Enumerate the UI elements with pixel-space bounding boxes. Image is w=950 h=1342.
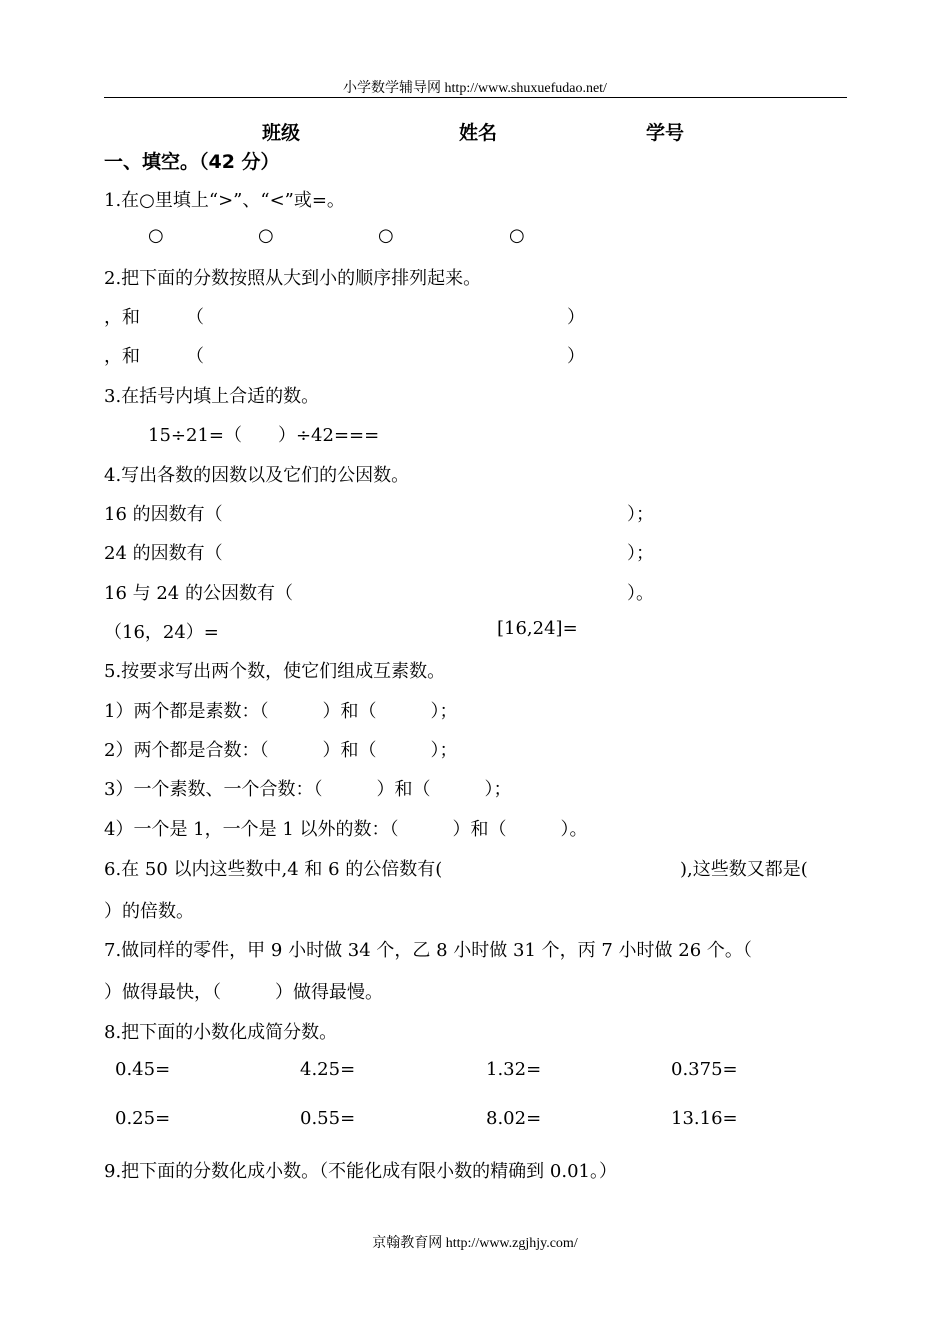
factors-24-end: ）； xyxy=(627,543,654,564)
name-label: 姓名 xyxy=(459,122,498,144)
decimal-item: 8.02= xyxy=(486,1108,542,1129)
page-header: 小学数学辅导网 http://www.shuxuefudao.net/ xyxy=(343,81,607,96)
question-6: 6.在 50 以内这些数中,4 和 6 的公倍数有( xyxy=(104,859,443,880)
question-6-continued: ),这些数又都是( xyxy=(680,859,808,880)
coprime-item: 1）两个都是素数：（ ）和（ ）； xyxy=(104,701,458,722)
coprime-item: 2）两个都是合数：（ ）和（ ）； xyxy=(104,740,458,761)
decimal-item: 13.16= xyxy=(671,1108,738,1129)
comparison-circle: ○ xyxy=(378,225,394,246)
order-row-label: ，和 xyxy=(104,307,140,328)
question-8: 8.把下面的小数化成简分数。 xyxy=(104,1022,338,1043)
header-rule xyxy=(104,97,847,98)
coprime-item: 3）一个素数、一个合数：（ ）和（ ）； xyxy=(104,779,512,800)
question-7-line-2: ）做得最快，（ ）做得最慢。 xyxy=(104,982,383,1003)
gcd-expression: （16，24）= xyxy=(104,622,219,643)
question-5: 5.按要求写出两个数，使它们组成互素数。 xyxy=(104,661,446,682)
decimal-item: 4.25= xyxy=(300,1059,356,1080)
section-title: 一、填空。（42 分） xyxy=(104,151,280,173)
decimal-item: 0.45= xyxy=(115,1059,171,1080)
question-2: 2.把下面的分数按照从大到小的顺序排列起来。 xyxy=(104,268,482,289)
answer-paren-open: （ xyxy=(186,307,204,328)
lcm-expression: [16,24]= xyxy=(497,618,578,639)
decimal-item: 1.32= xyxy=(486,1059,542,1080)
coprime-item: 4）一个是 1，一个是 1 以外的数：（ ）和（ ）。 xyxy=(104,819,588,840)
decimal-item: 0.55= xyxy=(300,1108,356,1129)
question-9: 9.把下面的分数化成小数。（不能化成有限小数的精确到 0.01。） xyxy=(104,1161,617,1182)
answer-paren-close: ） xyxy=(567,346,585,367)
comparison-circle: ○ xyxy=(509,225,525,246)
answer-paren-close: ） xyxy=(567,307,585,328)
factors-16-label: 16 的因数有（ xyxy=(104,504,223,525)
page-footer: 京翰教育网 http://www.zgjhjy.com/ xyxy=(372,1236,578,1251)
equation: 15÷21=（ ）÷42=== xyxy=(148,425,380,446)
order-row-label: ，和 xyxy=(104,346,140,367)
decimal-item: 0.25= xyxy=(115,1108,171,1129)
common-factors-end: ）。 xyxy=(627,583,654,604)
class-label: 班级 xyxy=(262,122,301,144)
answer-paren-open: （ xyxy=(186,346,204,367)
question-6-line-2: ）的倍数。 xyxy=(104,901,194,922)
question-3: 3.在括号内填上合适的数。 xyxy=(104,386,320,407)
question-1: 1.在○里填上“>”、“<”或=。 xyxy=(104,190,345,211)
decimal-item: 0.375= xyxy=(671,1059,738,1080)
common-factors-label: 16 与 24 的公因数有（ xyxy=(104,583,293,604)
factors-24-label: 24 的因数有（ xyxy=(104,543,223,564)
question-4: 4.写出各数的因数以及它们的公因数。 xyxy=(104,465,410,486)
factors-16-end: ）； xyxy=(627,504,654,525)
comparison-circle: ○ xyxy=(148,225,164,246)
comparison-circle: ○ xyxy=(258,225,274,246)
question-7: 7.做同样的零件，甲 9 小时做 34 个，乙 8 小时做 31 个，丙 7 小时做 26 个。（ xyxy=(104,940,752,961)
student-id-label: 学号 xyxy=(646,122,685,144)
